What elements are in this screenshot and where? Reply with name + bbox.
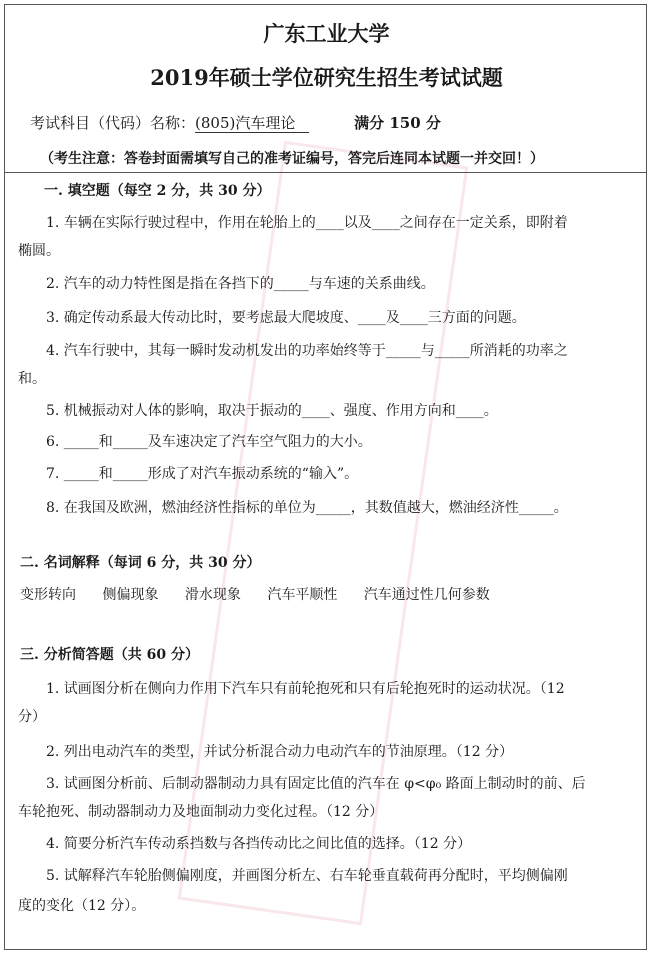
- q1-6: 6. _____和_____及车速决定了汽车空气阻力的大小。: [46, 434, 372, 450]
- q3-2: 2. 列出电动汽车的类型，并试分析混合动力电动汽车的节油原理。（12 分）: [46, 744, 514, 760]
- q1-7: 7. _____和_____形成了对汽车振动系统的“输入”。: [46, 466, 359, 482]
- q3-5-cont: 度的变化（12 分）。: [18, 898, 146, 914]
- terms-list: [20, 584, 490, 604]
- q3-5: 5. 试解释汽车轮胎侧偏刚度，并画图分析左、右车轮垂直载荷再分配时，平均侧偏刚: [46, 868, 568, 884]
- q3-1-cont: 分）: [18, 709, 46, 725]
- q1-3: 3. 确定传动系最大传动比时，要考虑最大爬坡度、____及____三方面的问题。: [46, 310, 526, 326]
- term: 变形转向: [20, 587, 76, 603]
- q1-4-cont: 和。: [18, 371, 46, 387]
- full-score: 满分 150 分: [354, 114, 441, 132]
- q1-5: 5. 机械振动对人体的影响，取决于振动的____、强度、作用方向和____。: [46, 403, 498, 419]
- header-divider: [4, 172, 647, 173]
- q1-4: 4. 汽车行驶中，其每一瞬时发动机发出的功率始终等于_____与_____所消耗的功率之: [46, 343, 568, 359]
- q1-2: 2. 汽车的动力特性图是指在各挡下的_____与车速的关系曲线。: [46, 276, 435, 292]
- exam-title: 2019年硕士学位研究生招生考试试题: [150, 65, 503, 90]
- q3-4: 4. 简要分析汽车传动系挡数与各挡传动比之间比值的选择。（12 分）: [46, 836, 472, 852]
- section1-title: 一. 填空题（每空 2 分，共 30 分）: [44, 183, 271, 199]
- term: 侧偏现象: [102, 587, 159, 603]
- term: 汽车通过性几何参数: [363, 587, 490, 603]
- section3-title: 三. 分析简答题（共 60 分）: [20, 647, 199, 663]
- q1-1: 1. 车辆在实际行驶过程中，作用在轮胎上的____以及____之间存在一定关系，即附着: [46, 215, 568, 231]
- subject-label: 考试科目（代码）名称：: [30, 114, 196, 132]
- q1-8: 8. 在我国及欧洲，燃油经济性指标的单位为_____，其数值越大，燃油经济性_____。: [46, 500, 568, 516]
- q3-3-cont: 车轮抱死、制动器制动力及地面制动力变化过程。（12 分）: [18, 804, 384, 820]
- q1-1-cont: 椭圆。: [18, 243, 60, 259]
- subject-line: [30, 112, 441, 133]
- q3-1: 1. 试画图分析在侧向力作用下汽车只有前轮抱死和只有后轮抱死时的运动状况。（12: [46, 681, 565, 697]
- section2-title: 二. 名词解释（每词 6 分，共 30 分）: [20, 555, 261, 571]
- exam-notice: （考生注意：答卷封面需填写自己的准考证编号，答完后连同本试题一并交回！）: [40, 151, 544, 167]
- term: 滑水现象: [184, 587, 241, 603]
- university-name: 广东工业大学: [263, 21, 390, 46]
- term: 汽车平顺性: [267, 587, 338, 603]
- q3-3: 3. 试画图分析前、后制动器制动力具有固定比值的汽车在 φ<φ₀ 路面上制动时的前、后: [46, 776, 586, 792]
- subject-value: (805)汽车理论: [195, 114, 309, 133]
